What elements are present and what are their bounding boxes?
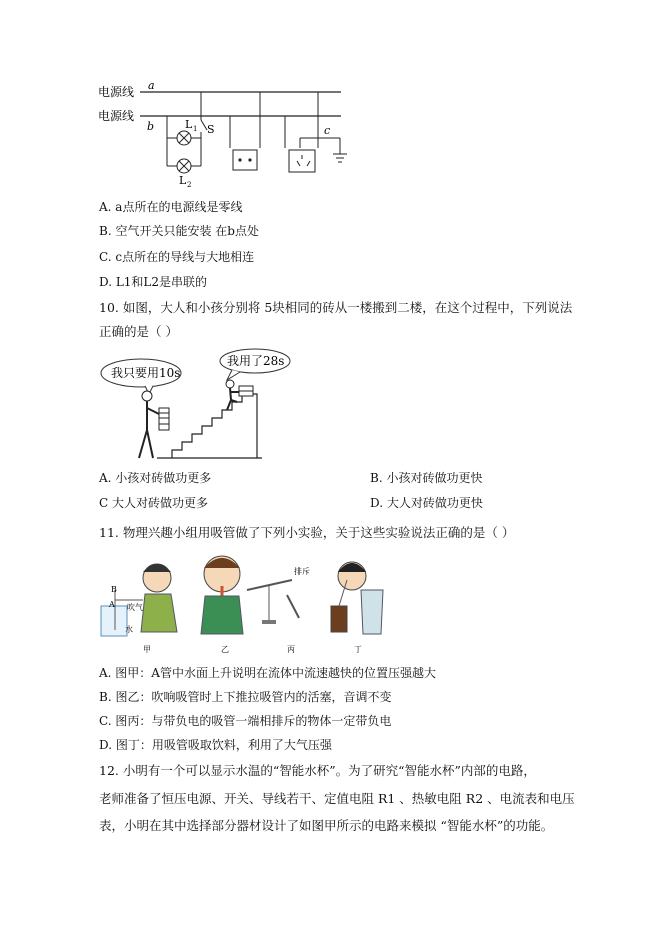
point-a-label: a: [148, 79, 155, 92]
adult-bubble-text: 我只要用10s: [111, 366, 181, 380]
l1-label: L: [185, 118, 193, 131]
l2-label: L: [179, 174, 187, 187]
straw-experiments-figure: [97, 550, 432, 658]
household-circuit-diagram: [95, 78, 365, 193]
q10-option-a: A. 小孩对砖做功更多: [99, 471, 212, 485]
svg-text:1: 1: [193, 125, 198, 133]
svg-text:B: B: [111, 585, 117, 594]
figure-bing: [247, 566, 310, 654]
figure-yi: [201, 556, 243, 654]
child-bubble-text: 我用了28s: [227, 354, 285, 368]
point-c-label: c: [324, 124, 331, 137]
q9-option-d: D. L1和L2是串联的: [99, 275, 208, 289]
adult-bricks-icon: [159, 408, 169, 430]
figure-ding: [331, 562, 383, 654]
q12-line3: 表，小明在其中选择部分器材设计了如图甲所示的电路来模拟 “智能水杯”的功能。: [99, 818, 554, 833]
svg-text:丙: 丙: [287, 645, 295, 654]
q10-option-c: C 大人对砖做功更多: [99, 496, 208, 510]
q9-option-b: B. 空气开关只能安装 在b点处: [99, 224, 259, 238]
power-line-label-a: 电源线: [98, 85, 135, 99]
child-figure: [226, 380, 234, 388]
svg-text:丁: 丁: [354, 645, 362, 654]
q12-line1: 12. 小明有一个可以显示水温的“智能水杯”。为了研究“智能水杯”内部的电路，: [99, 763, 536, 778]
two-hole-socket-icon: [233, 150, 257, 170]
figure-jia: [101, 564, 177, 654]
q12-line2: 老师准备了恒压电源、开关、导线若干、定值电阻 R1 、热敏电阻 R2 、电流表和电压: [99, 791, 575, 806]
q11-option-b: B. 图乙：吹响吸管时上下推拉吸管内的活塞，音调不变: [99, 690, 392, 704]
svg-text:2: 2: [187, 181, 192, 189]
q11-option-a: A. 图甲：A管中水面上升说明在流体中流速越快的位置压强越大: [99, 666, 436, 680]
stairs-figure: [97, 348, 312, 464]
q10-option-b: B. 小孩对砖做功更快: [370, 471, 483, 485]
svg-text:甲: 甲: [143, 645, 151, 654]
svg-text:水: 水: [125, 625, 133, 634]
q10-stem-line2: 正确的是（ ）: [99, 324, 178, 339]
power-line-label-b: 电源线: [98, 109, 135, 123]
svg-text:吹气: 吹气: [127, 603, 143, 612]
q11-option-c: C. 图丙：与带负电的吸管一端相排斥的物体一定带负电: [99, 714, 392, 728]
q10-option-d: D. 大人对砖做功更快: [370, 496, 483, 510]
q11-stem: 11. 物理兴趣小组用吸管做了下列小实验，关于这些实验说法正确的是（ ）: [99, 525, 515, 540]
q11-option-d: D. 图丁：用吸管吸取饮料，利用了大气压强: [99, 738, 332, 752]
three-hole-socket-icon: [289, 150, 315, 172]
svg-text:A: A: [109, 600, 115, 609]
adult-figure: [142, 391, 152, 401]
q9-option-c: C. c点所在的导线与大地相连: [99, 250, 255, 264]
svg-text:乙: 乙: [221, 645, 229, 654]
svg-text:排斥: 排斥: [294, 567, 310, 576]
q10-stem-line1: 10. 如图，大人和小孩分别将 5块相同的砖从一楼搬到二楼，在这个过程中，下列说法: [99, 300, 573, 315]
point-b-label: b: [147, 120, 155, 133]
q9-option-a: A. a点所在的电源线是零线: [99, 200, 243, 214]
switch-label: S: [207, 123, 215, 136]
staircase: [172, 394, 257, 458]
